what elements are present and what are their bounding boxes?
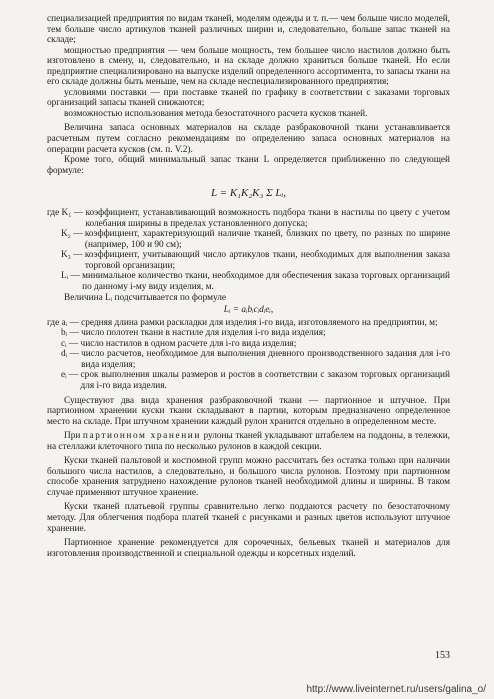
definition-symbol: K₂ — bbox=[47, 229, 85, 240]
paragraph-li-formula-intro: Величина Lᵢ подсчитывается по формуле bbox=[64, 292, 226, 303]
definition-text: коэффициент, устанавливающий возможность подбора ткани в настилы по цвету с учетом колебания ширины в пределах установленного допуска; bbox=[85, 208, 450, 229]
definition-symbol: dᵢ — bbox=[47, 349, 82, 360]
definition-text: коэффициент, характеризующий наличие тканей, близких по цвету, по разных по ширине (например, 100 и 90 см); bbox=[84, 229, 450, 250]
definition-text: число расчетов, необходимое для выполнения дневного производственного задания для i-го вида изделия; bbox=[81, 349, 450, 370]
definition-item bbox=[47, 318, 450, 329]
definition-symbol: где aᵢ — bbox=[47, 317, 82, 328]
definition-text: коэффициент, учитывающий число артикулов ткани, необходимых для выполнения заказа торговой организации; bbox=[84, 250, 450, 271]
definition-item bbox=[47, 349, 450, 370]
text-rest: рулоны тканей укладывают штабелем на поддоны, в тележки, на стеллажи клеточного типа по несколько рулонов в каждой секции. bbox=[47, 431, 451, 452]
definition-item bbox=[47, 328, 450, 339]
definition-symbol: bᵢ — bbox=[47, 328, 82, 339]
definition-item bbox=[47, 370, 450, 391]
definition-text: минимальное количество ткани, необходимое для обеспечения заказа торговых организаций по данному i-му виду изделия, м. bbox=[82, 271, 450, 293]
source-url: http://www.liveinternet.ru/users/galina_o/ bbox=[306, 684, 486, 695]
paragraph-storage-types: Существуют два вида хранения разбраковочной ткани — партионное и штучное. При партионном хранении куски ткани складывают в партии, которым предназначено определенное место на складе. При штучном хранении каждый рулон хранится отдельно в определенном месте. bbox=[47, 395, 450, 427]
paragraph-dress-fabrics: Куски тканей платьевой группы сравнительно легко поддаются расчету по безостаточному методу. Для облегчения подбора платей тканей с рисунками и разных цветов используют штучное хранение. bbox=[47, 502, 450, 534]
definition-text: срок выполнения шкалы размеров и ростов в соответствии с заказом торговых организаций для i-го вида изделия. bbox=[80, 370, 450, 391]
definition-item bbox=[47, 250, 450, 271]
page-number: 153 bbox=[435, 650, 450, 661]
paragraph-coat-fabrics: Куски тканей пальтовой и костюмной групп можно рассчитать без остатка только при наличии большого числа настилов, а следовательно, и большого числа рулонов. Поэтому при партионном способе хранения затруднено нахождение рулонов тканей необходимой длины и ширины. В таком случае применяют штучное хранение. bbox=[47, 456, 450, 498]
paragraph-supply: условиями поставки — при поставке тканей по графику в соответствии с заказами торговых организаций запасы тканей снижаются; bbox=[47, 87, 450, 109]
definition-text: число настилов в одном расчете для i-го вида изделия; bbox=[80, 338, 297, 349]
definition-symbol: K₃ — bbox=[47, 250, 85, 261]
definition-text: число полотен ткани в настиле для изделия i-го вида изделия; bbox=[81, 328, 326, 339]
definitions-list-1 bbox=[47, 208, 450, 292]
formula-li: Lᵢ = aᵢbᵢcᵢdᵢeᵢ, bbox=[223, 305, 274, 316]
paragraph-specialization: специализацией предприятия по видам тканей, моделям одежды и т. п.— чем больше число моделей, тем больше число артикулов тканей различных ширин и, следовательно, больше запас тканей на складе; bbox=[47, 14, 450, 46]
definition-symbol: eᵢ — bbox=[47, 370, 81, 381]
paragraph-capacity: мощностью предприятия — чем больше мощность, тем большее число настилов должно быть изготовлено в смену, и, следовательно, и на складе должно храниться больше тканей. Но если предприятие специализировано на выпуске изделий определенного ассортимента, то запасы ткани на его складе должны быть меньше, чем на складе неспециализированного предприятия; bbox=[47, 45, 450, 88]
definition-symbol: Lᵢ — bbox=[47, 271, 83, 282]
definition-item bbox=[47, 229, 450, 250]
definition-symbol: cᵢ — bbox=[47, 338, 81, 349]
definitions-list-2 bbox=[47, 318, 450, 392]
formula-min-stock: L = K₁K₂K₃ Σ Lᵢ, bbox=[211, 187, 286, 200]
text-lead: При bbox=[64, 431, 81, 442]
paragraph-method: возможностью использования метода безостаточного расчета кусков тканей. bbox=[64, 108, 368, 119]
definition-item bbox=[47, 208, 450, 229]
emphasis-batch-storage: партионном хранении bbox=[82, 431, 201, 442]
paragraph-batch-recommendation: Партионное хранение рекомендуется для сорочечных, бельевых тканей и материалов для изготовления производственной и специальной одежды и корсетных изделий. bbox=[47, 538, 450, 559]
definition-symbol: где K₁ — bbox=[47, 208, 86, 219]
paragraph-batch-storage bbox=[47, 431, 450, 452]
definition-text: средняя длина рамки раскладки для изделия i-го вида, изготовляемого на предприятии, м; bbox=[81, 317, 438, 328]
paragraph-stock-size: Величина запаса основных материалов на складе разбраковочной ткани устанавливается расчетным путем согласно рекомендациям по определению запаса основных материалов на операции расчета кусков (см. п. V.2). bbox=[47, 123, 450, 155]
paragraph-min-stock: Кроме того, общий минимальный запас ткани L определяется приближенно по следующей формуле: bbox=[47, 155, 450, 176]
definition-item bbox=[47, 339, 450, 350]
definition-item bbox=[47, 271, 450, 292]
